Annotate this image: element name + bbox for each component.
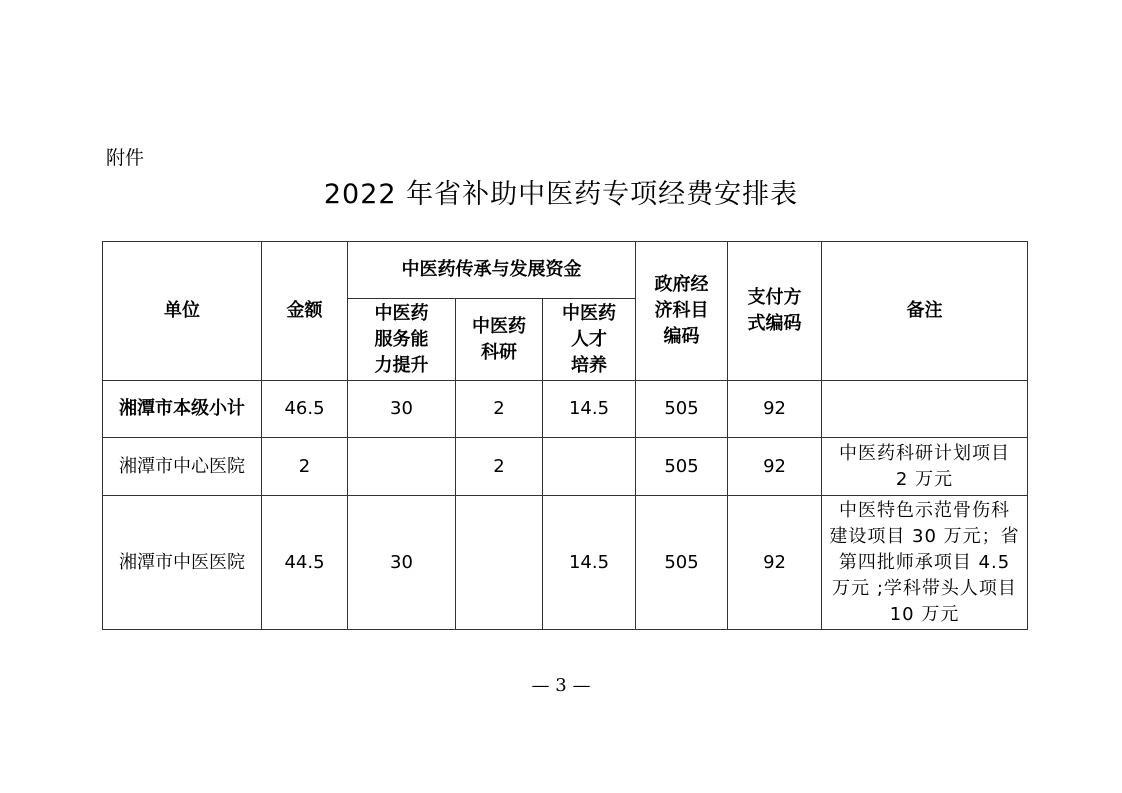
- cell-talent: 14.5: [543, 496, 636, 630]
- cell-service: [348, 438, 456, 496]
- table-row: [103, 496, 1028, 630]
- cell-research: 2: [456, 381, 543, 438]
- budget-table: [102, 241, 1028, 630]
- table-row: [103, 438, 1028, 496]
- cell-amount: 46.5: [262, 381, 348, 438]
- header-fund-group: 中医药传承与发展资金: [348, 242, 636, 299]
- header-unit: 单位: [103, 242, 262, 381]
- header-research: 中医药 科研: [456, 299, 543, 381]
- header-service-capacity: 中医药 服务能 力提升: [348, 299, 456, 381]
- cell-econ-code: 505: [636, 496, 728, 630]
- header-talent: 中医药 人才 培养: [543, 299, 636, 381]
- cell-pay-code: 92: [728, 496, 822, 630]
- cell-econ-code: 505: [636, 438, 728, 496]
- header-amount: 金额: [262, 242, 348, 381]
- cell-service: 30: [348, 381, 456, 438]
- cell-pay-code: 92: [728, 381, 822, 438]
- header-econ-code: 政府经 济科目 编码: [636, 242, 728, 381]
- cell-research: [456, 496, 543, 630]
- cell-research: 2: [456, 438, 543, 496]
- cell-talent: 14.5: [543, 381, 636, 438]
- document-title: 2022 年省补助中医药专项经费安排表: [323, 179, 799, 210]
- header-pay-code: 支付方 式编码: [728, 242, 822, 381]
- cell-remark: 中医药科研计划项目 2 万元: [822, 438, 1028, 496]
- cell-unit: 湘潭市中医医院: [103, 496, 262, 630]
- cell-amount: 2: [262, 438, 348, 496]
- cell-service: 30: [348, 496, 456, 630]
- table-row: [103, 381, 1028, 438]
- cell-econ-code: 505: [636, 381, 728, 438]
- attachment-label: 附件: [106, 147, 145, 169]
- cell-pay-code: 92: [728, 438, 822, 496]
- cell-remark: [822, 381, 1028, 438]
- cell-remark: 中医特色示范骨伤科 建设项目 30 万元；省 第四批师承项目 4.5 万元 ;学科带头人项目 10 万元: [822, 496, 1028, 630]
- cell-talent: [543, 438, 636, 496]
- cell-unit: 湘潭市中心医院: [103, 438, 262, 496]
- header-remarks: 备注: [822, 242, 1028, 381]
- page-number: — 3 —: [531, 675, 591, 696]
- cell-unit: 湘潭市本级小计: [103, 381, 262, 438]
- cell-amount: 44.5: [262, 496, 348, 630]
